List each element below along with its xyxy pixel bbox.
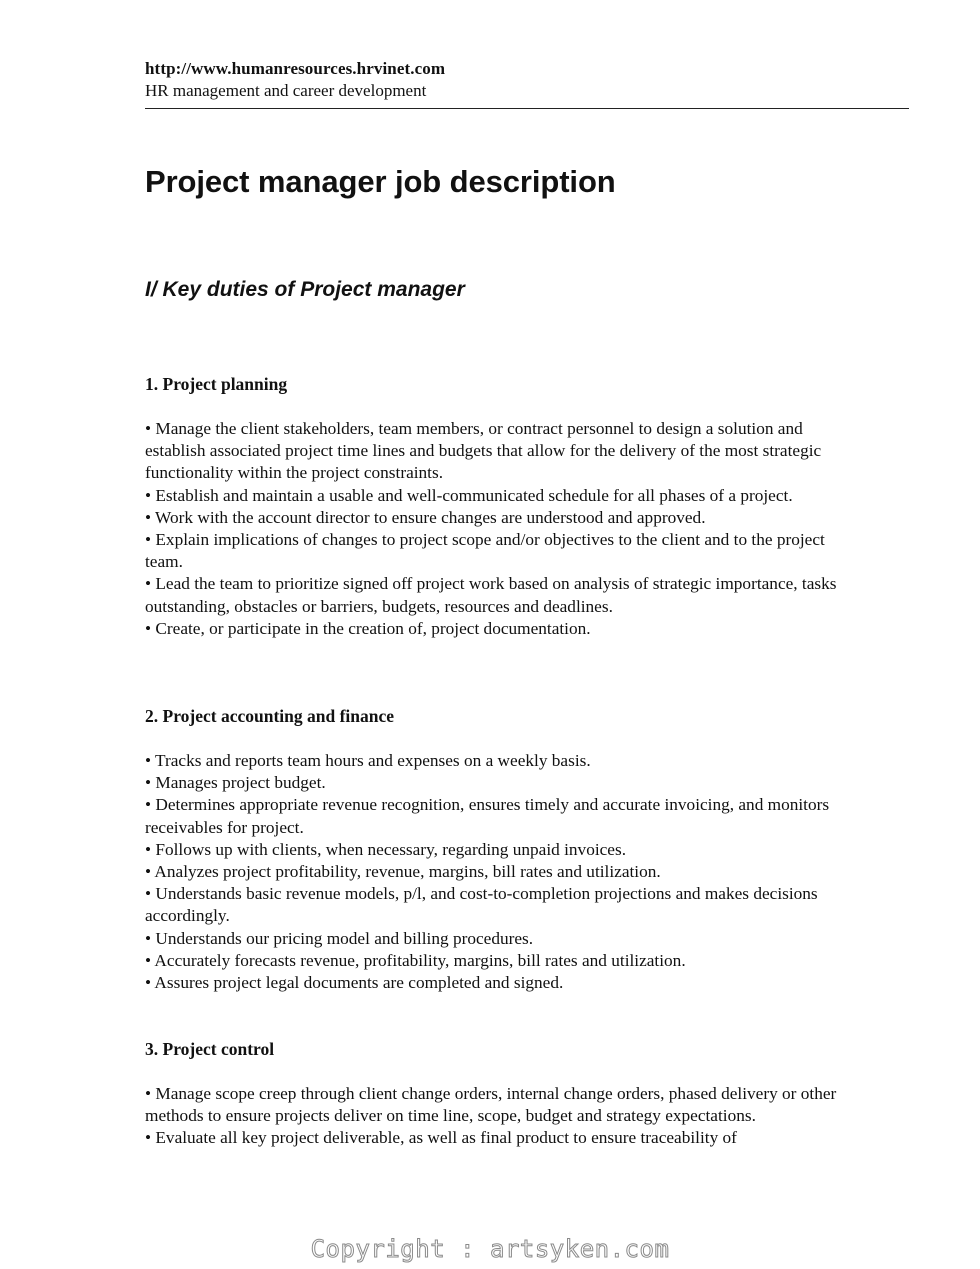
bullet-item: • Understands our pricing model and billing procedures.	[145, 928, 534, 948]
page-header	[145, 58, 445, 102]
bullet-item: • Create, or participate in the creation of, project documentation.	[145, 618, 591, 638]
bullet-item: • Tracks and reports team hours and expenses on a weekly basis.	[145, 751, 591, 770]
subsection-body-accounting	[145, 750, 845, 994]
copyright-watermark: Copyright : artsyken.com	[310, 1235, 670, 1263]
section-heading: I/ Key duties of Project manager	[145, 278, 465, 301]
bullet-item: • Evaluate all key project deliverable, as well as final product to ensure traceability of	[145, 1128, 737, 1148]
bullet-item: • Understands basic revenue models, p/l, and cost-to-completion projections and makes decisions accordingly.	[145, 884, 818, 926]
bullet-item: • Lead the team to prioritize signed off project work based on analysis of strategic importance, tasks outstanding, obstacles or barriers, budgets, resources and deadlines.	[145, 574, 837, 616]
bullet-item: • Manages project budget.	[145, 773, 326, 793]
bullet-item: • Establish and maintain a usable and well-communicated schedule for all phases of a project.	[145, 485, 793, 505]
header-divider	[145, 108, 909, 109]
document-title: Project manager job description	[145, 164, 616, 199]
bullet-item: • Work with the account director to ensure changes are understood and approved.	[145, 507, 706, 527]
header-url[interactable]: http://www.humanresources.hrvinet.com	[145, 59, 446, 78]
subsection-heading-control: 3. Project control	[145, 1039, 275, 1059]
subsection-body-planning	[145, 418, 845, 640]
bullet-item: • Accurately forecasts revenue, profitability, margins, bill rates and utilization.	[145, 950, 686, 970]
header-subtitle: HR management and career development	[145, 81, 427, 100]
bullet-item: • Analyzes project profitability, revenue, margins, bill rates and utilization.	[145, 862, 661, 882]
bullet-item: • Manage scope creep through client change orders, internal change orders, phased delivery or other methods to ensure projects deliver on time line, scope, budget and strategy expectations.	[145, 1084, 837, 1126]
bullet-item: • Explain implications of changes to project scope and/or objectives to the client and to the project team.	[145, 530, 825, 572]
bullet-item: • Follows up with clients, when necessary, regarding unpaid invoices.	[145, 839, 627, 859]
subsection-heading-accounting: 2. Project accounting and finance	[145, 706, 395, 726]
bullet-item: • Assures project legal documents are completed and signed.	[145, 973, 564, 993]
subsection-body-control	[145, 1083, 845, 1150]
bullet-item: • Determines appropriate revenue recognition, ensures timely and accurate invoicing, and monitors receivables for project.	[145, 795, 830, 837]
subsection-heading-planning: 1. Project planning	[145, 374, 288, 394]
bullet-item: • Manage the client stakeholders, team members, or contract personnel to design a solution and establish associated project time lines and budgets that allow for the delivery of the most strategic functionality within the project constraints.	[145, 419, 822, 483]
